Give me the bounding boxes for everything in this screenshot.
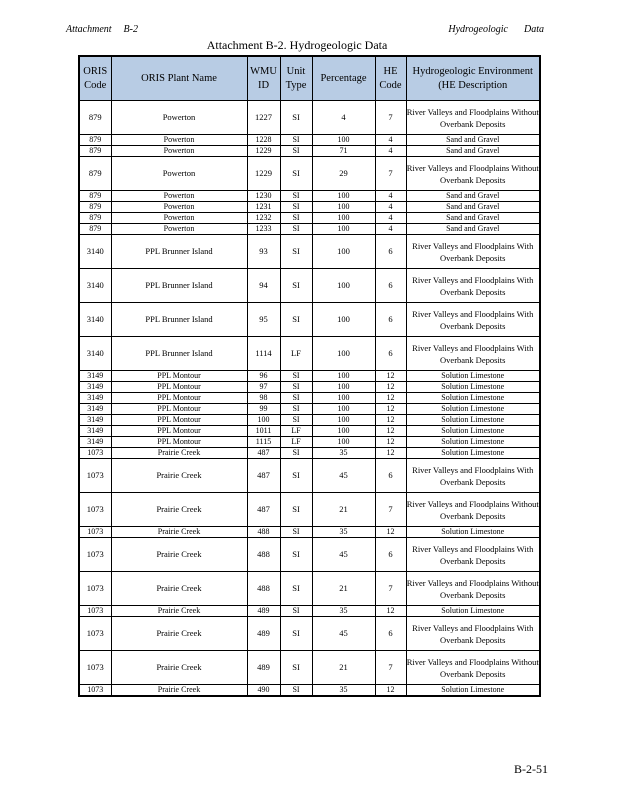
cell-he-description: Solution Limestone — [406, 415, 540, 426]
cell-he-description: River Valleys and Floodplains With Overbank Deposits — [406, 617, 540, 651]
cell-oris-code: 3149 — [79, 437, 111, 448]
cell-percentage: 100 — [312, 269, 375, 303]
cell-plant-name: PPL Brunner Island — [111, 269, 247, 303]
cell-unit-type: SI — [280, 202, 312, 213]
cell-percentage: 100 — [312, 337, 375, 371]
col-header-he-description: Hydrogeologic Environment (HE Description — [406, 56, 540, 101]
cell-he-description: Sand and Gravel — [406, 213, 540, 224]
cell-he-description: Solution Limestone — [406, 606, 540, 617]
cell-unit-type: SI — [280, 572, 312, 606]
cell-oris-code: 1073 — [79, 538, 111, 572]
table-row — [79, 415, 540, 426]
cell-he-code: 7 — [375, 101, 406, 135]
table-row — [79, 393, 540, 404]
cell-unit-type: LF — [280, 337, 312, 371]
cell-he-description: Solution Limestone — [406, 404, 540, 415]
cell-oris-code: 879 — [79, 135, 111, 146]
cell-plant-name: PPL Montour — [111, 415, 247, 426]
cell-he-description: Sand and Gravel — [406, 191, 540, 202]
cell-oris-code: 1073 — [79, 651, 111, 685]
cell-wmu-id: 1115 — [247, 437, 280, 448]
cell-he-description: River Valleys and Floodplains With Overbank Deposits — [406, 459, 540, 493]
table-row — [79, 191, 540, 202]
cell-percentage: 100 — [312, 303, 375, 337]
cell-he-code: 4 — [375, 213, 406, 224]
cell-plant-name: PPL Brunner Island — [111, 337, 247, 371]
cell-he-description: Solution Limestone — [406, 382, 540, 393]
cell-unit-type: SI — [280, 538, 312, 572]
cell-plant-name: Prairie Creek — [111, 493, 247, 527]
cell-wmu-id: 1229 — [247, 146, 280, 157]
table-row — [79, 606, 540, 617]
table-row — [79, 157, 540, 191]
cell-plant-name: PPL Montour — [111, 371, 247, 382]
cell-unit-type: SI — [280, 651, 312, 685]
cell-wmu-id: 99 — [247, 404, 280, 415]
page-title: Attachment B-2. Hydrogeologic Data — [206, 38, 388, 52]
cell-percentage: 35 — [312, 685, 375, 697]
cell-wmu-id: 489 — [247, 651, 280, 685]
cell-oris-code: 3149 — [79, 382, 111, 393]
cell-plant-name: Prairie Creek — [111, 617, 247, 651]
table-row — [79, 337, 540, 371]
cell-he-code: 6 — [375, 303, 406, 337]
cell-he-description: River Valleys and Floodplains With Overbank Deposits — [406, 235, 540, 269]
cell-wmu-id: 1114 — [247, 337, 280, 371]
cell-plant-name: PPL Montour — [111, 426, 247, 437]
table-row — [79, 135, 540, 146]
header-section-word: Hydrogeologic — [448, 24, 508, 35]
cell-oris-code: 3149 — [79, 393, 111, 404]
cell-oris-code: 1073 — [79, 448, 111, 459]
cell-he-description: River Valleys and Floodplains With Overbank Deposits — [406, 337, 540, 371]
table-row — [79, 527, 540, 538]
cell-plant-name: Powerton — [111, 213, 247, 224]
cell-he-description: River Valleys and Floodplains With Overbank Deposits — [406, 303, 540, 337]
cell-wmu-id: 487 — [247, 459, 280, 493]
table-row — [79, 202, 540, 213]
cell-he-description: Solution Limestone — [406, 448, 540, 459]
col-header-plant-name: ORIS Plant Name — [111, 56, 247, 101]
cell-unit-type: SI — [280, 382, 312, 393]
cell-unit-type: LF — [280, 437, 312, 448]
table-header-row — [79, 56, 540, 101]
hydrogeologic-data-table — [78, 55, 541, 697]
cell-plant-name: Prairie Creek — [111, 527, 247, 538]
cell-wmu-id: 490 — [247, 685, 280, 697]
cell-he-description: Solution Limestone — [406, 527, 540, 538]
cell-unit-type: SI — [280, 235, 312, 269]
cell-oris-code: 3149 — [79, 404, 111, 415]
cell-wmu-id: 95 — [247, 303, 280, 337]
cell-plant-name: Powerton — [111, 224, 247, 235]
cell-unit-type: SI — [280, 303, 312, 337]
cell-he-description: Solution Limestone — [406, 437, 540, 448]
cell-unit-type: SI — [280, 493, 312, 527]
cell-percentage: 29 — [312, 157, 375, 191]
cell-he-code: 12 — [375, 382, 406, 393]
table-row — [79, 572, 540, 606]
cell-plant-name: Powerton — [111, 202, 247, 213]
table-row — [79, 146, 540, 157]
cell-unit-type: SI — [280, 135, 312, 146]
cell-wmu-id: 96 — [247, 371, 280, 382]
cell-plant-name: Prairie Creek — [111, 651, 247, 685]
cell-wmu-id: 488 — [247, 572, 280, 606]
cell-he-code: 7 — [375, 651, 406, 685]
cell-plant-name: Prairie Creek — [111, 606, 247, 617]
cell-percentage: 100 — [312, 213, 375, 224]
cell-plant-name: Powerton — [111, 135, 247, 146]
cell-wmu-id: 98 — [247, 393, 280, 404]
cell-unit-type: SI — [280, 191, 312, 202]
cell-plant-name: Prairie Creek — [111, 538, 247, 572]
cell-unit-type: SI — [280, 459, 312, 493]
cell-percentage: 100 — [312, 426, 375, 437]
cell-unit-type: SI — [280, 157, 312, 191]
cell-oris-code: 1073 — [79, 617, 111, 651]
cell-oris-code: 879 — [79, 101, 111, 135]
cell-oris-code: 1073 — [79, 493, 111, 527]
table-row — [79, 685, 540, 697]
table-row — [79, 235, 540, 269]
cell-oris-code: 3140 — [79, 235, 111, 269]
cell-he-code: 4 — [375, 146, 406, 157]
cell-oris-code: 3149 — [79, 426, 111, 437]
table-row — [79, 303, 540, 337]
cell-wmu-id: 1011 — [247, 426, 280, 437]
cell-wmu-id: 489 — [247, 617, 280, 651]
cell-plant-name: PPL Montour — [111, 404, 247, 415]
cell-he-description: River Valleys and Floodplains With Overbank Deposits — [406, 538, 540, 572]
cell-he-code: 12 — [375, 371, 406, 382]
cell-oris-code: 3140 — [79, 303, 111, 337]
cell-he-code: 12 — [375, 437, 406, 448]
cell-plant-name: Prairie Creek — [111, 448, 247, 459]
cell-wmu-id: 93 — [247, 235, 280, 269]
col-header-he-code: HE Code — [375, 56, 406, 101]
cell-he-code: 6 — [375, 269, 406, 303]
cell-he-code: 12 — [375, 404, 406, 415]
cell-he-code: 7 — [375, 157, 406, 191]
cell-oris-code: 3140 — [79, 337, 111, 371]
cell-plant-name: Powerton — [111, 157, 247, 191]
table-row — [79, 371, 540, 382]
cell-unit-type: SI — [280, 269, 312, 303]
cell-wmu-id: 489 — [247, 606, 280, 617]
cell-he-code: 12 — [375, 393, 406, 404]
table-row — [79, 448, 540, 459]
cell-he-code: 4 — [375, 191, 406, 202]
cell-plant-name: PPL Brunner Island — [111, 235, 247, 269]
cell-percentage: 21 — [312, 572, 375, 606]
cell-oris-code: 1073 — [79, 527, 111, 538]
table-row — [79, 437, 540, 448]
col-header-unit-type: Unit Type — [280, 56, 312, 101]
cell-unit-type: SI — [280, 685, 312, 697]
cell-plant-name: Powerton — [111, 146, 247, 157]
cell-he-code: 7 — [375, 493, 406, 527]
col-header-percentage: Percentage — [312, 56, 375, 101]
header-section-word-2: Data — [524, 24, 544, 35]
table-row — [79, 493, 540, 527]
cell-he-description: Solution Limestone — [406, 393, 540, 404]
cell-oris-code: 879 — [79, 224, 111, 235]
cell-plant-name: PPL Brunner Island — [111, 303, 247, 337]
cell-he-description: River Valleys and Floodplains With Overbank Deposits — [406, 269, 540, 303]
cell-he-code: 6 — [375, 617, 406, 651]
table-row — [79, 224, 540, 235]
cell-percentage: 100 — [312, 393, 375, 404]
cell-he-description: Solution Limestone — [406, 426, 540, 437]
cell-he-description: Solution Limestone — [406, 685, 540, 697]
cell-percentage: 35 — [312, 448, 375, 459]
cell-percentage: 35 — [312, 527, 375, 538]
cell-he-description: Solution Limestone — [406, 371, 540, 382]
running-header-left — [66, 24, 138, 35]
table-row — [79, 404, 540, 415]
cell-wmu-id: 1231 — [247, 202, 280, 213]
cell-wmu-id: 488 — [247, 538, 280, 572]
cell-unit-type: SI — [280, 393, 312, 404]
cell-he-description: River Valleys and Floodplains Without Overbank Deposits — [406, 651, 540, 685]
cell-he-description: Sand and Gravel — [406, 146, 540, 157]
cell-percentage: 45 — [312, 538, 375, 572]
cell-oris-code: 879 — [79, 213, 111, 224]
table-row — [79, 538, 540, 572]
table-row — [79, 426, 540, 437]
cell-unit-type: SI — [280, 606, 312, 617]
cell-percentage: 100 — [312, 191, 375, 202]
table-row — [79, 617, 540, 651]
table-row — [79, 101, 540, 135]
running-header-right — [448, 24, 544, 35]
cell-plant-name: Powerton — [111, 191, 247, 202]
cell-oris-code: 879 — [79, 146, 111, 157]
cell-oris-code: 1073 — [79, 606, 111, 617]
cell-plant-name: Powerton — [111, 101, 247, 135]
cell-he-code: 12 — [375, 448, 406, 459]
cell-wmu-id: 97 — [247, 382, 280, 393]
cell-he-code: 6 — [375, 538, 406, 572]
cell-he-code: 12 — [375, 426, 406, 437]
header-attachment-number: B-2 — [123, 24, 138, 35]
cell-percentage: 45 — [312, 459, 375, 493]
cell-unit-type: SI — [280, 371, 312, 382]
cell-he-code: 6 — [375, 337, 406, 371]
cell-he-description: River Valleys and Floodplains Without Overbank Deposits — [406, 493, 540, 527]
cell-he-description: Sand and Gravel — [406, 202, 540, 213]
page-number: B-2-51 — [514, 762, 548, 776]
cell-wmu-id: 1232 — [247, 213, 280, 224]
cell-oris-code: 3149 — [79, 371, 111, 382]
cell-percentage: 100 — [312, 224, 375, 235]
cell-plant-name: Prairie Creek — [111, 685, 247, 697]
cell-oris-code: 1073 — [79, 685, 111, 697]
cell-he-code: 12 — [375, 685, 406, 697]
cell-wmu-id: 1233 — [247, 224, 280, 235]
cell-he-description: Sand and Gravel — [406, 135, 540, 146]
cell-percentage: 21 — [312, 493, 375, 527]
cell-unit-type: SI — [280, 213, 312, 224]
cell-percentage: 100 — [312, 437, 375, 448]
cell-unit-type: SI — [280, 617, 312, 651]
cell-wmu-id: 1227 — [247, 101, 280, 135]
cell-he-code: 12 — [375, 606, 406, 617]
cell-oris-code: 879 — [79, 191, 111, 202]
cell-percentage: 100 — [312, 135, 375, 146]
cell-plant-name: PPL Montour — [111, 393, 247, 404]
cell-percentage: 100 — [312, 415, 375, 426]
cell-he-code: 7 — [375, 572, 406, 606]
header-attachment-label: Attachment — [66, 24, 112, 35]
cell-wmu-id: 94 — [247, 269, 280, 303]
cell-unit-type: SI — [280, 527, 312, 538]
cell-percentage: 100 — [312, 404, 375, 415]
cell-he-description: River Valleys and Floodplains Without Overbank Deposits — [406, 572, 540, 606]
cell-percentage: 100 — [312, 382, 375, 393]
cell-unit-type: SI — [280, 101, 312, 135]
cell-he-code: 12 — [375, 415, 406, 426]
cell-oris-code: 3140 — [79, 269, 111, 303]
cell-wmu-id: 1229 — [247, 157, 280, 191]
cell-plant-name: Prairie Creek — [111, 459, 247, 493]
cell-percentage: 21 — [312, 651, 375, 685]
col-header-wmu-id: WMU ID — [247, 56, 280, 101]
cell-unit-type: SI — [280, 224, 312, 235]
cell-unit-type: SI — [280, 404, 312, 415]
cell-he-description: River Valleys and Floodplains Without Overbank Deposits — [406, 157, 540, 191]
cell-he-code: 12 — [375, 527, 406, 538]
cell-oris-code: 879 — [79, 157, 111, 191]
cell-percentage: 100 — [312, 235, 375, 269]
cell-plant-name: Prairie Creek — [111, 572, 247, 606]
cell-percentage: 45 — [312, 617, 375, 651]
table-row — [79, 382, 540, 393]
cell-unit-type: SI — [280, 448, 312, 459]
cell-he-description: Sand and Gravel — [406, 224, 540, 235]
cell-oris-code: 1073 — [79, 459, 111, 493]
cell-wmu-id: 1230 — [247, 191, 280, 202]
table-row — [79, 651, 540, 685]
cell-percentage: 71 — [312, 146, 375, 157]
cell-wmu-id: 100 — [247, 415, 280, 426]
cell-unit-type: SI — [280, 146, 312, 157]
cell-he-code: 6 — [375, 459, 406, 493]
col-header-oris-code: ORIS Code — [79, 56, 111, 101]
cell-plant-name: PPL Montour — [111, 437, 247, 448]
cell-unit-type: LF — [280, 426, 312, 437]
cell-percentage: 100 — [312, 202, 375, 213]
cell-unit-type: SI — [280, 415, 312, 426]
cell-he-description: River Valleys and Floodplains Without Overbank Deposits — [406, 101, 540, 135]
cell-percentage: 100 — [312, 371, 375, 382]
table-row — [79, 213, 540, 224]
cell-he-code: 4 — [375, 224, 406, 235]
cell-wmu-id: 488 — [247, 527, 280, 538]
table-row — [79, 269, 540, 303]
cell-plant-name: PPL Montour — [111, 382, 247, 393]
cell-oris-code: 3149 — [79, 415, 111, 426]
cell-percentage: 4 — [312, 101, 375, 135]
cell-oris-code: 879 — [79, 202, 111, 213]
cell-oris-code: 1073 — [79, 572, 111, 606]
cell-he-code: 4 — [375, 202, 406, 213]
cell-he-code: 6 — [375, 235, 406, 269]
cell-wmu-id: 487 — [247, 448, 280, 459]
cell-wmu-id: 1228 — [247, 135, 280, 146]
table-row — [79, 459, 540, 493]
cell-percentage: 35 — [312, 606, 375, 617]
cell-he-code: 4 — [375, 135, 406, 146]
cell-wmu-id: 487 — [247, 493, 280, 527]
